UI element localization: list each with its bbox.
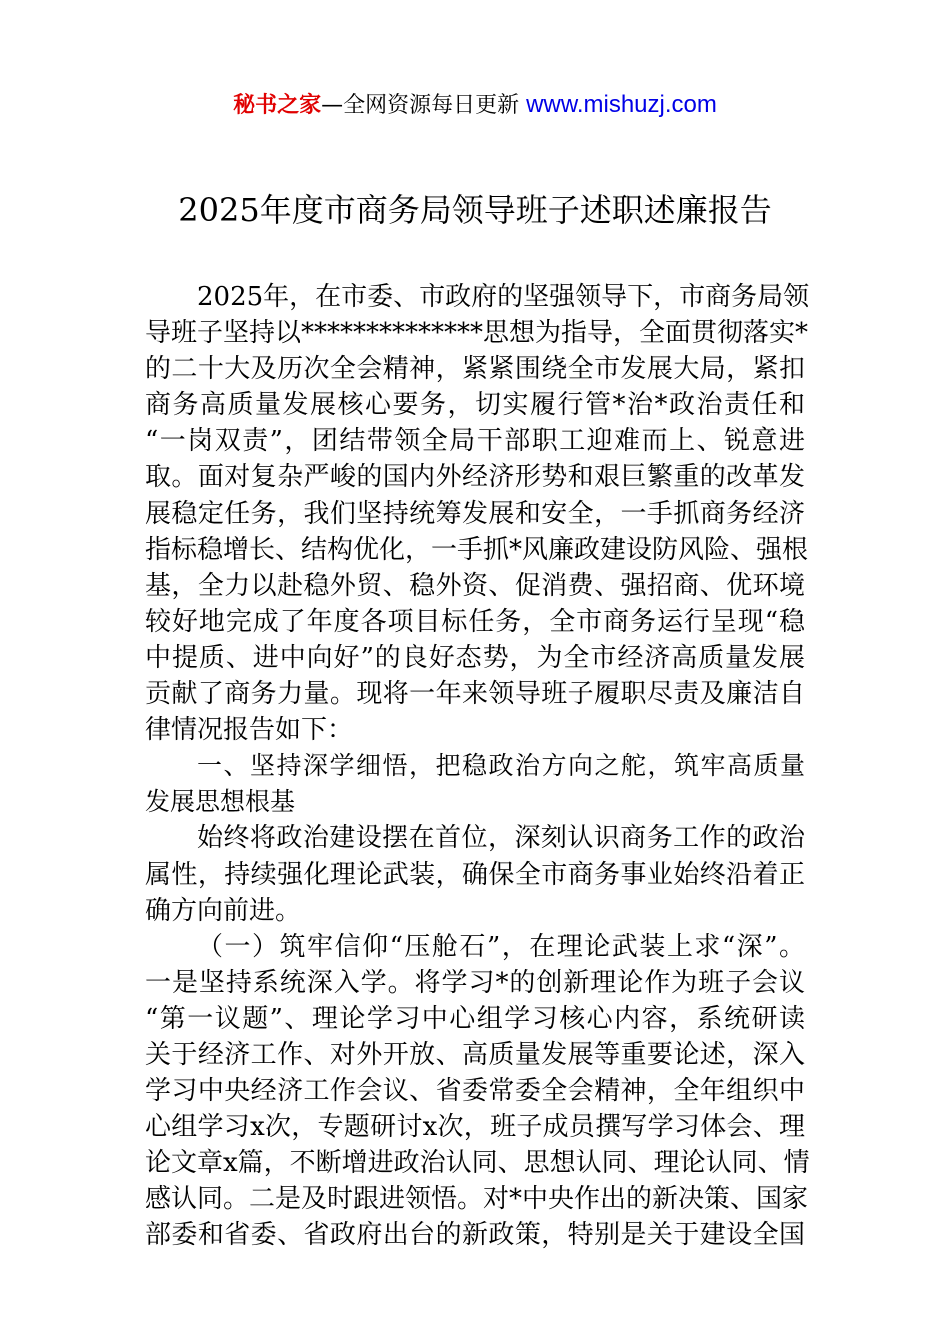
body-line: 学习中央经济工作会议、省委常委全会精神，全年组织中	[145, 1076, 805, 1107]
site-header	[0, 88, 950, 123]
body-line: 始终将政治建设摆在首位，深刻认识商务工作的政治	[197, 823, 805, 854]
body-line: 较好地完成了年度各项目标任务，全市商务运行呈现“稳	[145, 606, 805, 637]
body-line: 指标稳增长、结构优化，一手抓*风廉政建设防风险、强根	[145, 534, 809, 565]
body-line: 导班子坚持以**************思想为指导，全面贯彻落实*	[145, 318, 809, 349]
body-line: 律情况报告如下：	[145, 715, 354, 746]
body-line: 论文章x篇，不断增进政治认同、思想认同、理论认同、情	[145, 1148, 810, 1179]
site-brand: 秘书之家	[233, 93, 322, 118]
body-line: 贡献了商务力量。现将一年来领导班子履职尽责及廉洁自	[145, 679, 805, 710]
body-line: 感认同。二是及时跟进领悟。对*中央作出的新决策、国家	[145, 1184, 809, 1215]
body-line: 心组学习x次，专题研讨x次，班子成员撰写学习体会、理	[145, 1112, 805, 1143]
document-body	[145, 279, 810, 1254]
body-line: 一是坚持系统深入学。将学习*的创新理论作为班子会议	[145, 967, 805, 998]
body-line: 取。面对复杂严峻的国内外经济形势和艰巨繁重的改革发	[145, 462, 805, 493]
document-title: 2025年度市商务局领导班子述职述廉报告	[178, 191, 772, 229]
site-tagline: —全网资源每日更新	[321, 93, 527, 118]
body-line: 部委和省委、省政府出台的新政策，特别是关于建设全国	[145, 1220, 805, 1251]
body-line: 关于经济工作、对外开放、高质量发展等重要论述，深入	[145, 1039, 805, 1070]
body-line: 基，全力以赴稳外贸、稳外资、促消费、强招商、优环境	[145, 570, 805, 601]
body-line: “一岗双责”，团结带领全局干部职工迎难而上、锐意进	[145, 426, 805, 457]
subsection-heading-1: （一）筑牢信仰“压舱石”，在理论武装上求“深”。	[197, 931, 805, 962]
body-line: 确方向前进。	[145, 895, 302, 926]
section-heading-1-cont: 发展思想根基	[145, 787, 296, 817]
body-line: 属性，持续强化理论武装，确保全市商务事业始终沿着正	[145, 859, 805, 890]
section-heading-1: 一、坚持深学细悟，把稳政治方向之舵，筑牢高质量	[197, 751, 805, 781]
body-line: 的二十大及历次全会精神，紧紧围绕全市发展大局，紧扣	[145, 354, 805, 385]
body-line: 商务高质量发展核心要务，切实履行管*治*政治责任和	[145, 390, 805, 421]
body-line: 展稳定任务，我们坚持统筹发展和安全，一手抓商务经济	[145, 498, 805, 529]
body-line: 2025年，在市委、市政府的坚强领导下，市商务局领	[197, 282, 810, 312]
body-line: 中提质、进中向好”的良好态势，为全市经济高质量发展	[145, 642, 805, 673]
site-url-link[interactable]: www.mishuzj.com	[526, 91, 717, 118]
body-line: “第一议题”、理论学习中心组学习核心内容，系统研读	[145, 1003, 805, 1034]
